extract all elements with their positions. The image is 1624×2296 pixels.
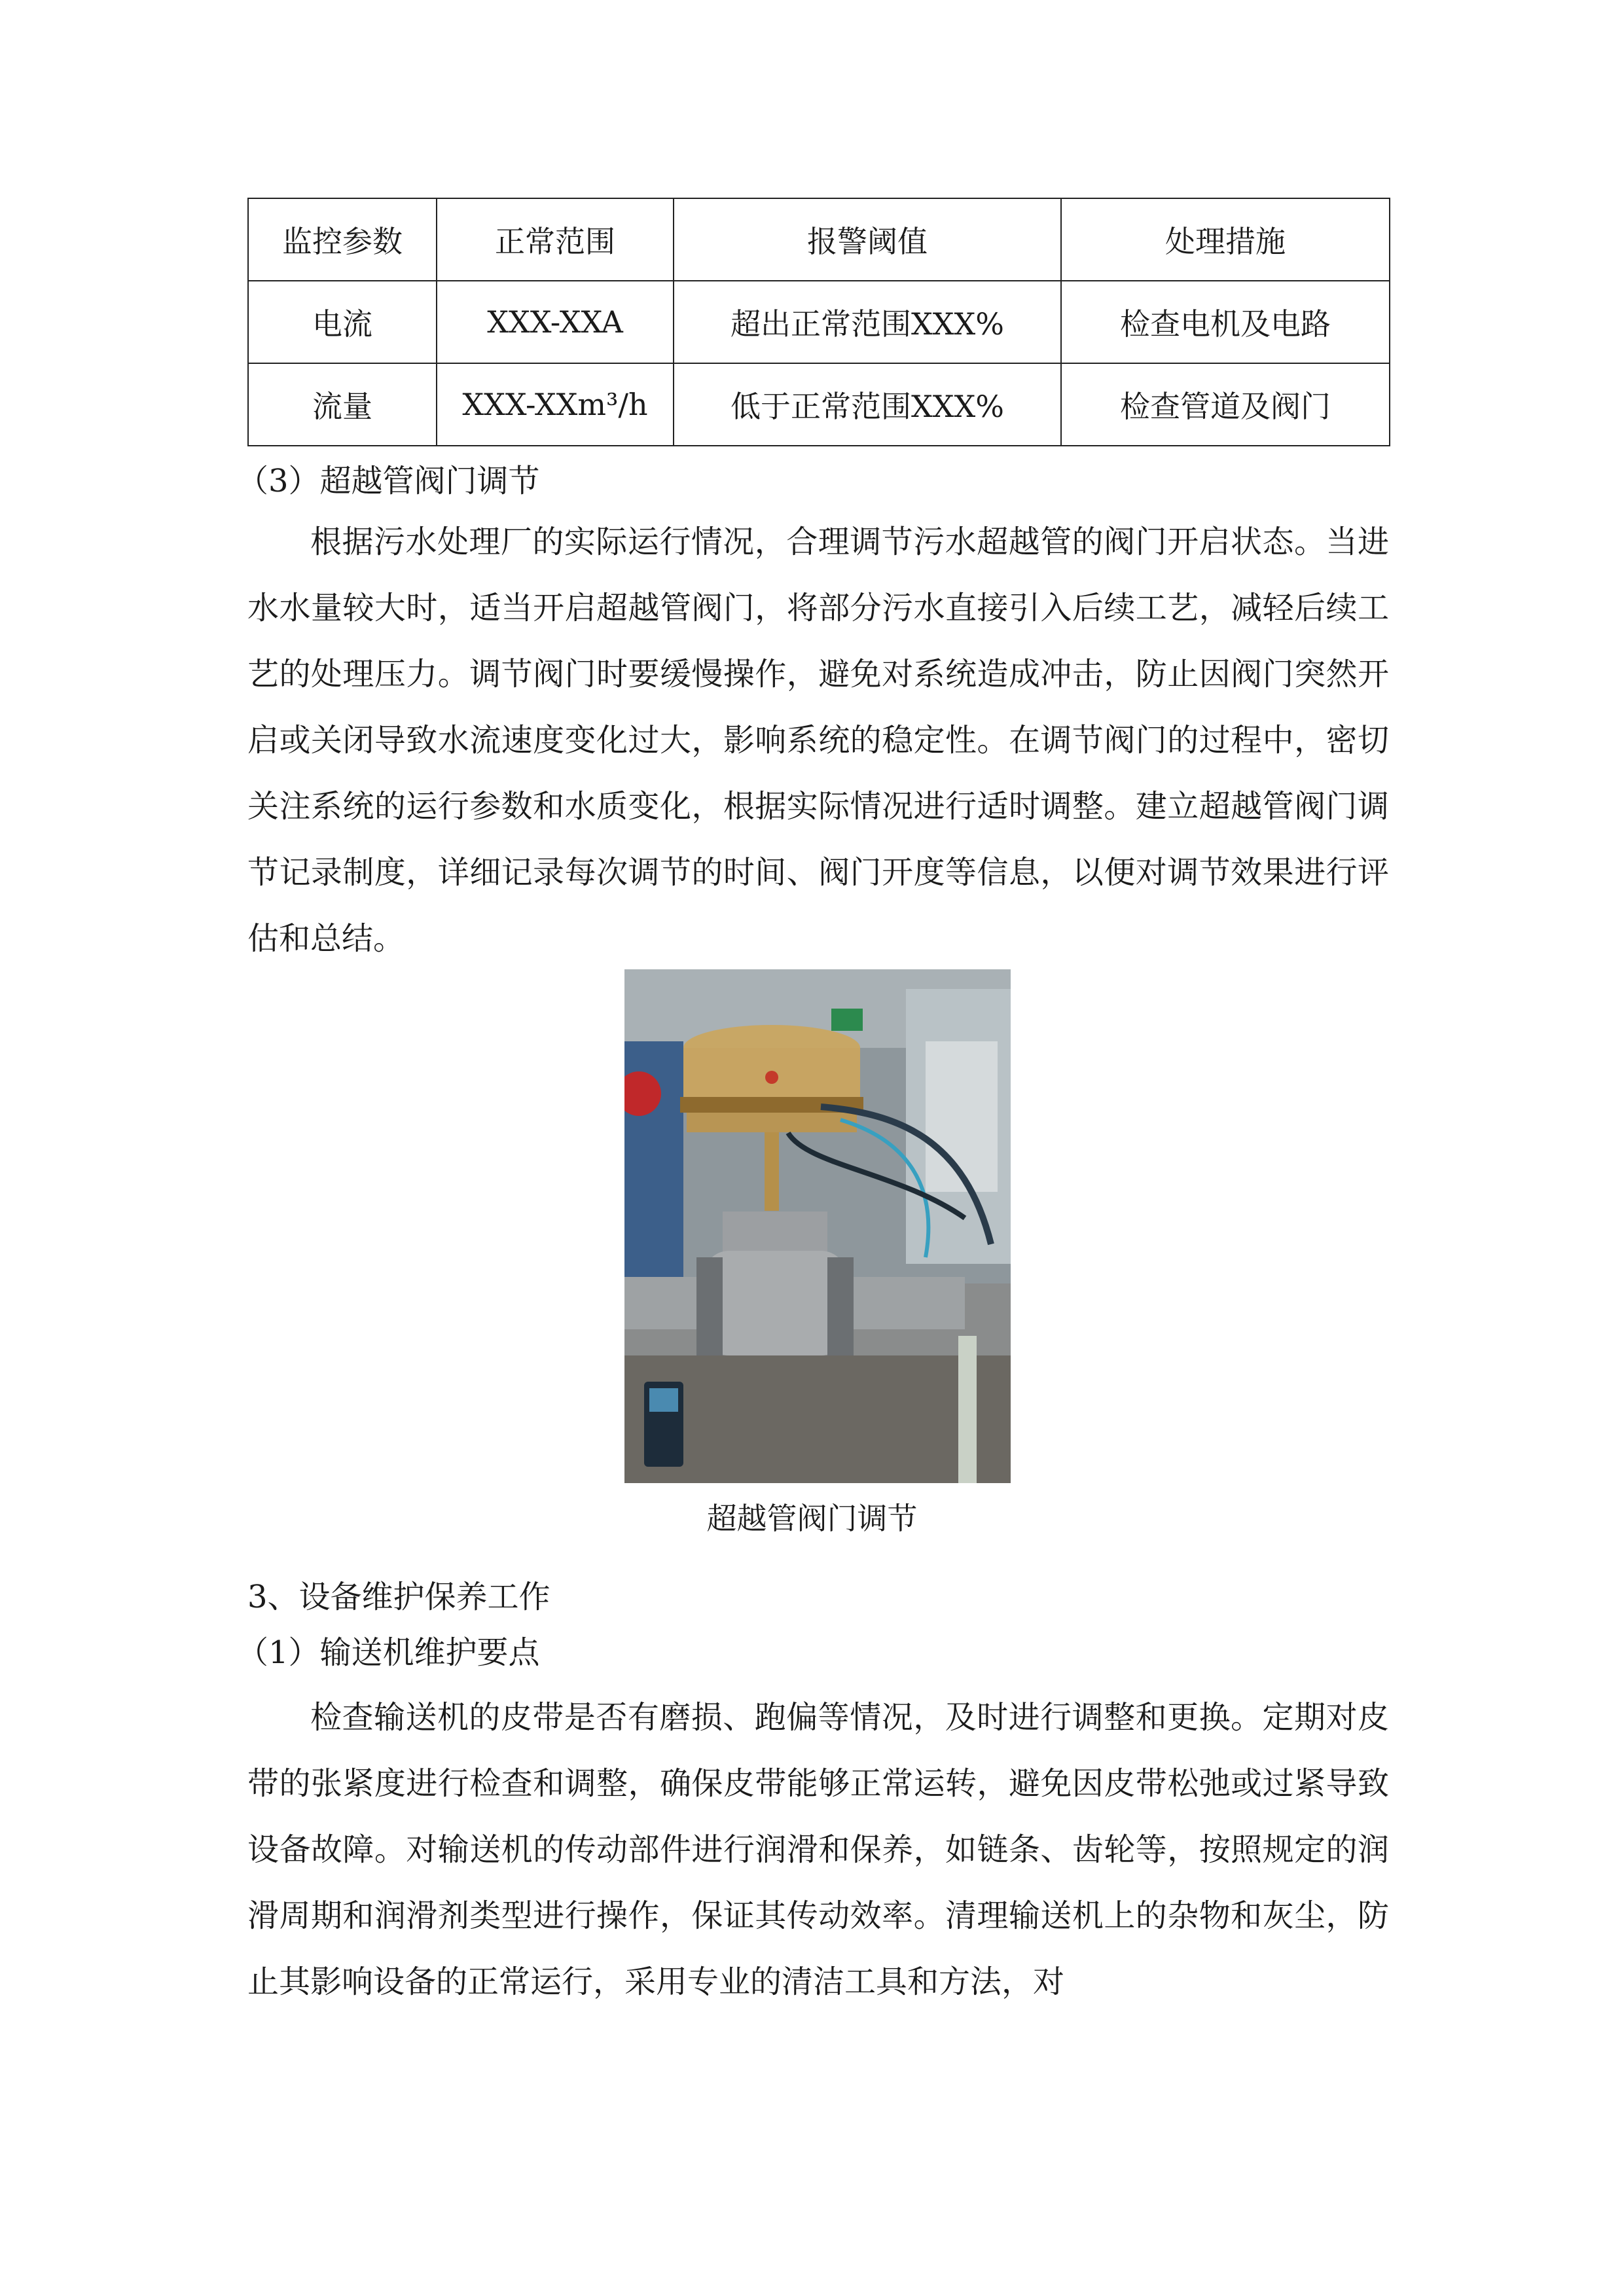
table-row xyxy=(248,281,1390,363)
subsection-paragraph: 检查输送机的皮带是否有磨损、跑偏等情况，及时进行调整和更换。定期对皮带的张紧度进行检查和调整，确保皮带能够正常运转，避免因皮带松弛或过紧导致设备故障。对输送机的传动部件进行润滑和保养，如链条、齿轮等，按照规定的润滑周期和润滑剂类型进行操作，保证其传动效率。清理输送机上的杂物和灰尘，防止其影响设备的正常运行，采用专业的清洁工具和方法，对 xyxy=(247,1699,1389,2000)
subsection-heading: （1）输送机维护要点 xyxy=(237,1634,540,1671)
valve-photo-illustration xyxy=(624,969,1011,1483)
table-cell: XXX-XXA xyxy=(437,281,674,363)
section-heading: （3）超越管阀门调节 xyxy=(237,463,540,499)
valve-photo xyxy=(624,969,1011,1483)
table-header-row xyxy=(248,198,1390,281)
section-paragraph: 根据污水处理厂的实际运行情况，合理调节污水超越管的阀门开启状态。当进水水量较大时，适当开启超越管阀门，将部分污水直接引入后续工艺，减轻后续工艺的处理压力。调节阀门时要缓慢操作，避免对系统造成冲击，防止因阀门突然开启或关闭导致水流速度变化过大，影响系统的稳定性。在调节阀门的过程中，密切关注系统的运行参数和水质变化，根据实际情况进行适时调整。建立超越管阀门调节记录制度，详细记录每次调节的时间、阀门开度等信息，以便对调节效果进行评估和总结。 xyxy=(247,524,1389,957)
table-header-cell: 处理措施 xyxy=(1061,198,1390,281)
table-header-cell: 报警阈值 xyxy=(674,198,1061,281)
table-cell: 低于正常范围XXX% xyxy=(674,363,1061,446)
table-header-cell: 正常范围 xyxy=(437,198,674,281)
table-cell: 检查电机及电路 xyxy=(1061,281,1390,363)
table-cell: 电流 xyxy=(248,281,437,363)
monitoring-parameters-table xyxy=(247,198,1390,446)
chapter-heading: 3、设备维护保养工作 xyxy=(247,1579,550,1615)
table-cell: 流量 xyxy=(248,363,437,446)
table-cell: 检查管道及阀门 xyxy=(1061,363,1390,446)
table-row xyxy=(248,363,1390,446)
table-cell: XXX-XXm³/h xyxy=(437,363,674,446)
table-cell: 超出正常范围XXX% xyxy=(674,281,1061,363)
figure-caption: 超越管阀门调节 xyxy=(706,1501,918,1536)
table-header-cell: 监控参数 xyxy=(248,198,437,281)
